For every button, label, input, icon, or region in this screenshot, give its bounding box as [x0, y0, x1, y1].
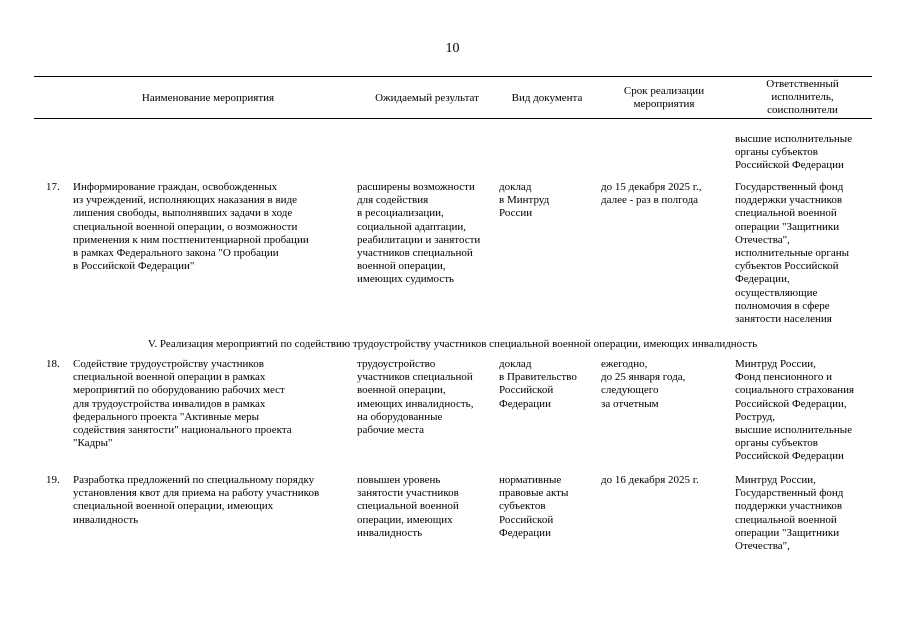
row-deadline: до 15 декабря 2025 г., далее - раз в полгода	[601, 181, 702, 207]
row-doc: доклад в Правительство Российской Федерации	[499, 358, 577, 410]
header-col-name: Наименование мероприятия	[141, 92, 275, 104]
row-responsible: Минтруд России, Фонд пенсионного и социального страхования Российской Федерации, Роструд, высшие исполнительные органы субъектов Российской Федерации	[735, 358, 855, 463]
row-doc: доклад в Минтруд России	[499, 181, 550, 220]
row-deadline: ежегодно, до 25 января года, следующего за отчетным	[601, 358, 686, 410]
row-responsible: Государственный фонд поддержки участников специальной военной операции "Защитники Отечества", исполнительные органы субъектов Российской Федерации, осуществляющие полномочия в сфере занятости населения	[735, 181, 850, 326]
row-responsible: Минтруд России, Государственный фонд поддержки участников специальной военной операции "Защитники Отечества",	[735, 474, 844, 553]
carryover-responsible: высшие исполнительные органы субъектов Российской Федерации	[735, 133, 853, 172]
header-col-deadline: Срок реализации мероприятия	[623, 85, 705, 110]
row-name: Информирование граждан, освобожденных из учреждений, исполняющих наказания в виде лишения свободы, выполнявших задачи в ходе специальной военной операции, о возможности применения к ним постпенитенциарной пробации в рамках Федерального закона "О пробации в Российской Федерации"	[73, 181, 309, 273]
header-col-result: Ожидаемый результат	[375, 92, 479, 104]
table-header-bottom-rule	[34, 118, 872, 119]
row-name: Содействие трудоустройству участников специальной военной операции в рамках мероприятий по оборудованию рабочих мест для трудоустройства инвалидов в рамках федерального проекта "Активные меры содействия занятости" национального проекта "Кадры"	[73, 358, 292, 450]
table-top-rule	[34, 76, 872, 77]
row-name: Разработка предложений по специальному порядку установления квот для приема на работу участников специальной военной операции, имеющих инвалидность	[73, 474, 320, 526]
section-heading: V. Реализация мероприятий по содействию трудоустройству участников специальной военной операции, имеющих инвалидность	[147, 338, 758, 350]
header-col-responsible: Ответственный исполнитель, соисполнители	[766, 78, 839, 116]
row-number: 17.	[46, 181, 60, 193]
row-result: повышен уровень занятости участников специальной военной операции, имеющих инвалидность	[357, 474, 459, 539]
row-result: расширены возможности для содействия в ресоциализации, социальной адаптации, реабилитации и занятости участников специальной военной операции, имеющих судимость	[357, 181, 481, 286]
header-col-doc: Вид документа	[511, 92, 583, 104]
page-number: 10	[445, 41, 460, 56]
row-number: 19.	[46, 474, 60, 486]
row-number: 18.	[46, 358, 60, 370]
row-doc: нормативные правовые акты субъектов Российской Федерации	[499, 474, 569, 539]
row-result: трудоустройство участников специальной военной операции, имеющих инвалидность, на оборудованные рабочие места	[357, 358, 474, 437]
row-deadline: до 16 декабря 2025 г.	[601, 474, 699, 486]
